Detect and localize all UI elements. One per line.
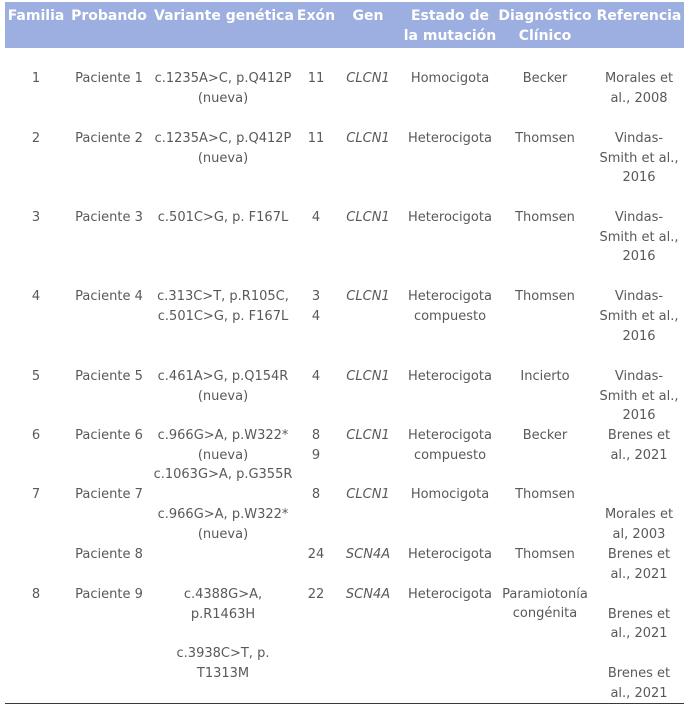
cell-referencia: al., 2021 [610,448,668,463]
cell-exon: 8 [311,487,321,502]
cell-probando: Paciente 7 [75,487,143,502]
cell-referencia: al., 2008 [610,91,668,106]
cell-diagnostico: Thomsen [515,131,575,146]
cell-variante: c.966G>A, p.W322* [157,428,289,443]
cell-familia: 2 [31,131,41,146]
header-estado-line2: la mutación [403,28,497,44]
cell-estado: Heterocigota [408,428,492,443]
cell-exon: 24 [307,547,325,562]
cell-referencia: al., 2021 [610,686,668,701]
cell-estado: Homocigota [410,71,490,86]
cell-gen: CLCN1 [346,428,390,443]
cell-variante: c.3938C>T, p. [176,646,270,661]
cell-referencia: al, 2003 [612,527,666,542]
header-familia: Familia [7,8,65,24]
cell-referencia: Smith et al., [599,151,679,166]
cell-variante: (nueva) [197,389,249,404]
cell-referencia: 2016 [622,408,656,423]
cell-gen: CLCN1 [346,71,390,86]
cell-probando: Paciente 1 [75,71,143,86]
cell-estado: Heterocigota [408,587,492,602]
cell-probando: Paciente 5 [75,369,143,384]
cell-referencia: Smith et al., [599,389,679,404]
cell-variante: c.966G>A, p.W322* [157,507,289,522]
cell-exon: 4 [311,210,321,225]
cell-diagnostico: Thomsen [515,289,575,304]
cell-probando: Paciente 6 [75,428,143,443]
cell-familia: 5 [31,369,41,384]
cell-exon: 9 [311,448,321,463]
cell-variante: c.461A>G, p.Q154R [157,369,289,384]
cell-estado: compuesto [413,448,487,463]
header-estado-line1: Estado de [410,8,490,24]
cell-gen: SCN4A [345,547,391,562]
header-diagnostico-line1: Diagnóstico [498,8,592,24]
header-exon: Exón [296,8,336,24]
cell-familia: 3 [31,210,41,225]
cell-diagnostico: Thomsen [515,547,575,562]
cell-estado: Heterocigota [408,547,492,562]
cell-familia: 6 [31,428,41,443]
cell-diagnostico: Thomsen [515,487,575,502]
cell-referencia: 2016 [622,249,656,264]
cell-referencia: 2016 [622,329,656,344]
cell-referencia: Brenes et [607,607,671,622]
cell-referencia: Morales et [604,71,674,86]
cell-exon: 11 [307,131,325,146]
cell-exon: 22 [307,587,325,602]
cell-referencia: al., 2021 [610,626,668,641]
cell-variante: p.R1463H [190,607,256,622]
cell-diagnostico: Becker [522,428,568,443]
cell-diagnostico: Paramiotonía [502,587,588,602]
cell-referencia: Vindas- [614,289,664,304]
cell-estado: Homocigota [410,487,490,502]
cell-diagnostico: Thomsen [515,210,575,225]
cell-referencia: Brenes et [607,428,671,443]
cell-referencia: Brenes et [607,666,671,681]
cell-variante: (nueva) [197,91,249,106]
header-probando: Probando [71,8,147,24]
cell-variante: c.1235A>C, p.Q412P [154,71,292,86]
header-gen: Gen [352,8,384,24]
cell-gen: CLCN1 [346,487,390,502]
cell-familia: 7 [31,487,41,502]
cell-estado: Heterocigota [408,369,492,384]
cell-estado: Heterocigota [408,131,492,146]
cell-variante: (nueva) [197,151,249,166]
cell-exon: 4 [311,309,321,324]
header-diagnostico-line2: Clínico [518,28,572,44]
cell-variante: c.501C>G, p. F167L [157,309,289,324]
table-bottom-rule [5,703,684,704]
cell-estado: Heterocigota [408,289,492,304]
cell-familia: 4 [31,289,41,304]
header-referencia: Referencia [596,8,682,24]
cell-gen: CLCN1 [346,131,390,146]
cell-referencia: Smith et al., [599,230,679,245]
cell-exon: 3 [311,289,321,304]
cell-diagnostico: Incierto [520,369,570,384]
cell-exon: 4 [311,369,321,384]
cell-referencia: Vindas- [614,369,664,384]
cell-diagnostico: Becker [522,71,568,86]
cell-variante: c.4388G>A, [183,587,263,602]
cell-exon: 11 [307,71,325,86]
cell-referencia: Vindas- [614,210,664,225]
cell-estado: compuesto [413,309,487,324]
cell-variante: c.501C>G, p. F167L [157,210,289,225]
cell-referencia: Vindas- [614,131,664,146]
cell-familia: 1 [31,71,41,86]
cell-gen: SCN4A [345,587,391,602]
cell-variante: c.313C>T, p.R105C, [157,289,289,304]
cell-estado: Heterocigota [408,210,492,225]
cell-familia: 8 [31,587,41,602]
cell-probando: Paciente 4 [75,289,143,304]
cell-gen: CLCN1 [346,210,390,225]
cell-referencia: al., 2021 [610,567,668,582]
cell-referencia: Smith et al., [599,309,679,324]
cell-variante: c.1063G>A, p.G355R [153,467,293,482]
cell-variante: T1313M [196,666,250,681]
cell-diagnostico: congénita [512,606,578,621]
cell-variante: (nueva) [197,448,249,463]
cell-probando: Paciente 2 [75,131,143,146]
cell-gen: CLCN1 [346,289,390,304]
cell-referencia: 2016 [622,170,656,185]
cell-exon: 8 [311,428,321,443]
cell-referencia: Brenes et [607,547,671,562]
cell-probando: Paciente 8 [75,547,143,562]
cell-probando: Paciente 3 [75,210,143,225]
cell-variante: c.1235A>C, p.Q412P [154,131,292,146]
cell-probando: Paciente 9 [75,587,143,602]
header-variante: Variante genética [154,8,294,24]
cell-referencia: Morales et [604,507,674,522]
cell-gen: CLCN1 [346,369,390,384]
cell-variante: (nueva) [197,527,249,542]
